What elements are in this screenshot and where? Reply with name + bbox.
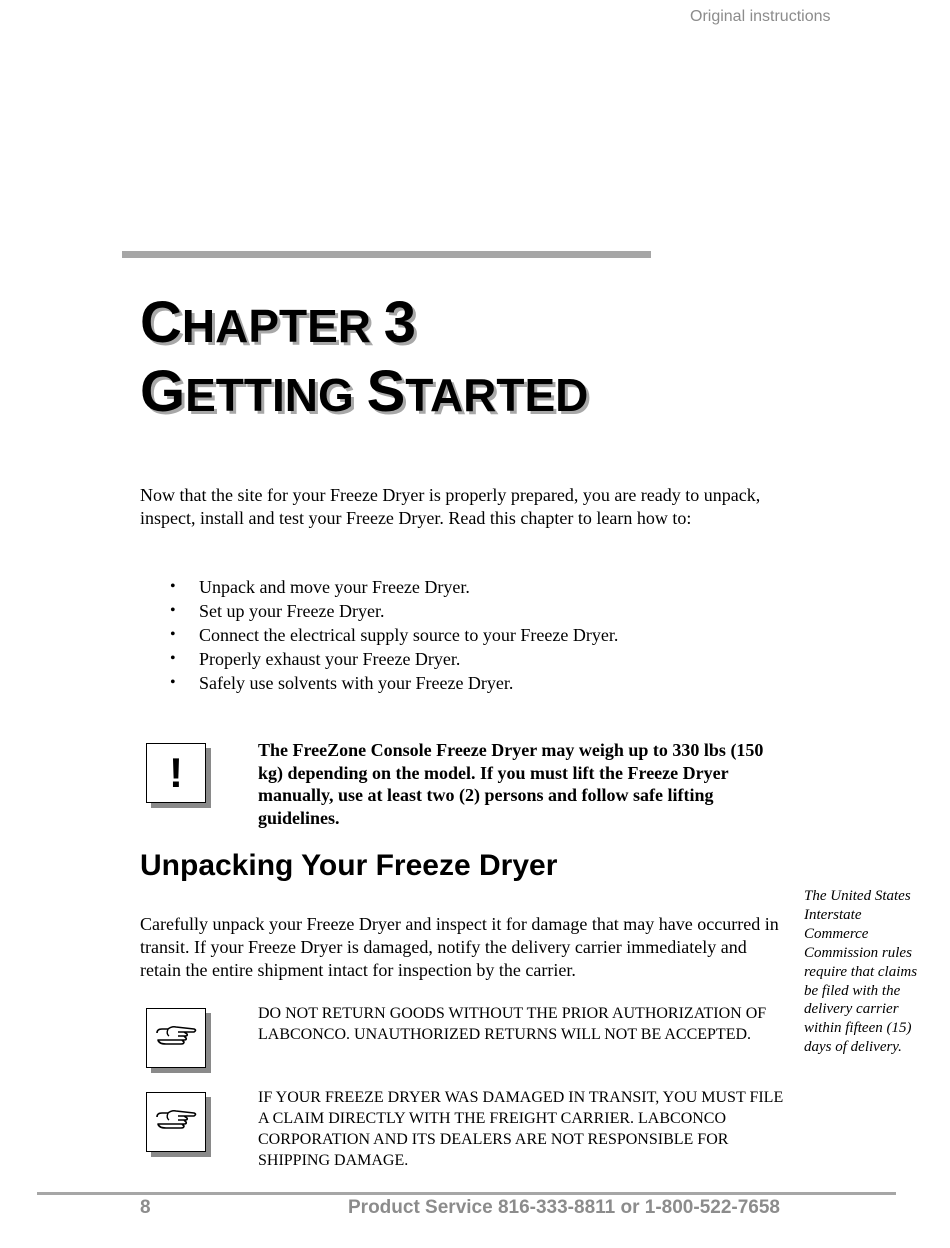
return-notice-text: DO NOT RETURN GOODS WITHOUT THE PRIOR AUTHORIZATION OF LABCONCO. UNAUTHORIZED RETURNS WILL NOT BE ACCEPTED. [258, 1005, 767, 1043]
header-note: Original instructions [690, 8, 831, 25]
section-heading: Unpacking Your Freeze Dryer [140, 849, 558, 882]
chapter-title [140, 290, 588, 428]
chapter-name-line: GETTING STARTED [140, 359, 589, 424]
bullet-icon: • [170, 626, 176, 643]
chapter-topics-list [140, 575, 780, 695]
bullet-icon: • [170, 650, 176, 667]
top-rule [122, 251, 651, 258]
bullet-icon: • [170, 602, 176, 619]
bullet-icon: • [170, 578, 176, 595]
damage-claim-notice-text: IF YOUR FREEZE DRYER WAS DAMAGED IN TRANSIT, YOU MUST FILE A CLAIM DIRECTLY WITH THE FREIGHT CARRIER. LABCONCO CORPORATION AND ITS DEALERS ARE NOT RESPONSIBLE FOR SHIPPING DAMAGE. [258, 1089, 784, 1169]
chapter-number-line: CHAPTER 3 [140, 290, 417, 355]
list-item: • Properly exhaust your Freeze Dryer. [170, 649, 461, 669]
list-item: • Connect the electrical supply source to your Freeze Dryer. [170, 625, 619, 645]
page-number: 8 [140, 1197, 151, 1218]
list-item: • Set up your Freeze Dryer. [170, 601, 385, 621]
list-item: • Safely use solvents with your Freeze Dryer. [170, 673, 514, 693]
footer-product-service: Product Service 816-333-8811 or 1-800-522-7658 [348, 1197, 780, 1218]
pointing-hand-icon [146, 1008, 206, 1068]
footer-rule [37, 1192, 896, 1195]
list-item: • Unpack and move your Freeze Dryer. [170, 577, 470, 597]
margin-note: The United States Interstate Commerce Commission rules require that claims be filed with the delivery carrier within fifteen (15) days of delivery. [804, 888, 918, 1056]
unpacking-paragraph: Carefully unpack your Freeze Dryer and inspect it for damage that may have occurred in transit. If your Freeze Dryer is damaged, notify the delivery carrier immediately and retain the entire shipment intact for inspection by the carrier. [140, 914, 779, 980]
weight-warning-text: The FreeZone Console Freeze Dryer may weigh up to 330 lbs (150 kg) depending on the model. If you must lift the Freeze Dryer manually, use at least two (2) persons and follow safe lifting guidelines. [258, 740, 764, 828]
exclamation-icon: ! [146, 743, 206, 803]
bullet-icon: • [170, 674, 176, 691]
pointing-hand-icon [146, 1092, 206, 1152]
intro-paragraph: Now that the site for your Freeze Dryer is properly prepared, you are ready to unpack, inspect, install and test your Freeze Dryer. Read this chapter to learn how to: [140, 485, 761, 528]
